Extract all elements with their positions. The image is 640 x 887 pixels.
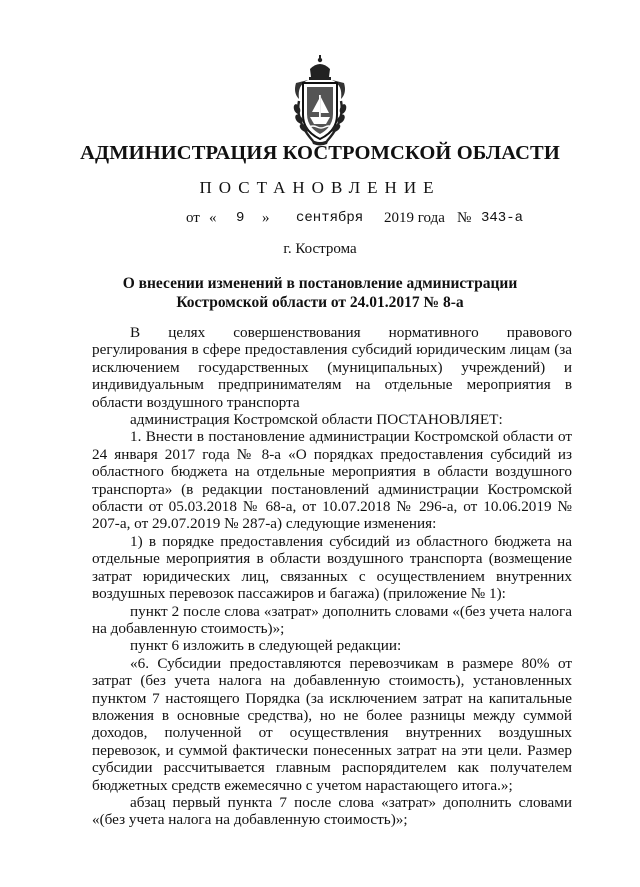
body-paragraph: пункт 6 изложить в следующей редакции: (130, 637, 402, 655)
date-quote-open: « (209, 210, 217, 226)
body-paragraph: В целях совершенствования нормативного правового регулирования в сфере предоставления субсидий юридическим лицам (за исключением государственных (муниципальных) учреждений) и индивидуальным предпринимателям на отдельные мероприятия в области воздушного транспорта (92, 324, 572, 411)
document-title (120, 274, 520, 312)
body-paragraph: пункт 2 после слова «затрат» дополнить словами «(без учета налога на добавленную стоимость)»; (92, 602, 572, 637)
document-body (92, 324, 572, 829)
organization-name: АДМИНИСТРАЦИЯ КОСТРОМСКОЙ ОБЛАСТИ (80, 142, 560, 164)
date-number-line (0, 210, 640, 232)
body-paragraph: абзац первый пункта 7 после слова «затрат» дополнить словами «(без учета налога на добавленную стоимость)»; (92, 793, 572, 829)
coat-of-arms-icon (283, 55, 357, 147)
document-type: ПОСТАНОВЛЕНИЕ (199, 178, 441, 197)
city: г. Кострома (283, 241, 357, 257)
number-sign: № (457, 210, 472, 226)
title-line: Костромской области от 24.01.2017 № 8-а (176, 294, 464, 311)
title-line: О внесении изменений в постановление администрации (122, 275, 518, 292)
date-day: 9 (236, 210, 245, 226)
document-number: 343-а (481, 210, 524, 226)
body-paragraph: администрация Костромской области ПОСТАНОВЛЯЕТ: (130, 411, 503, 429)
body-paragraph: 1. Внести в постановление администрации Костромской области от 24 января 2017 года № 8-а «О порядках предоставления субсидий из областного бюджета на отдельные мероприятия в области воздушного транспорта» (в редакции постановлений администрации Костромской области от 05.03.2018 № 68-а, от 10.07.2018 № 296-а, от 10.06.2019 № 207-а, от 29.07.2019 № 287-а) следующие изменения: (92, 428, 572, 533)
date-month: сентября (296, 210, 364, 226)
date-quote-close: » (262, 210, 270, 226)
body-paragraph: 1) в порядке предоставления субсидий из областного бюджета на отдельные мероприятия в области воздушного транспорта (возмещение затрат юридических лиц, связанных с осуществлением внутренних воздушных перевозок пассажиров и багажа) (приложение № 1): (92, 532, 572, 603)
date-year: 2019 года (384, 210, 445, 226)
date-prefix: от (186, 210, 200, 226)
body-paragraph: «6. Субсидии предоставляются перевозчикам в размере 80% от затрат (без учета налога на добавленную стоимость), установленных пунктом 7 настоящего Порядка (за исключением затрат на капитальные вложения в основные средства), но не более разницы между суммой доходов, полученной от осуществления внутренних воздушных перевозок, и суммой фактически понесенных затрат на эти цели. Размер субсидии рассчитывается главным распорядителем как получателем бюджетных средств ежемесячно с учетом нарастающего итога.»; (92, 654, 572, 794)
